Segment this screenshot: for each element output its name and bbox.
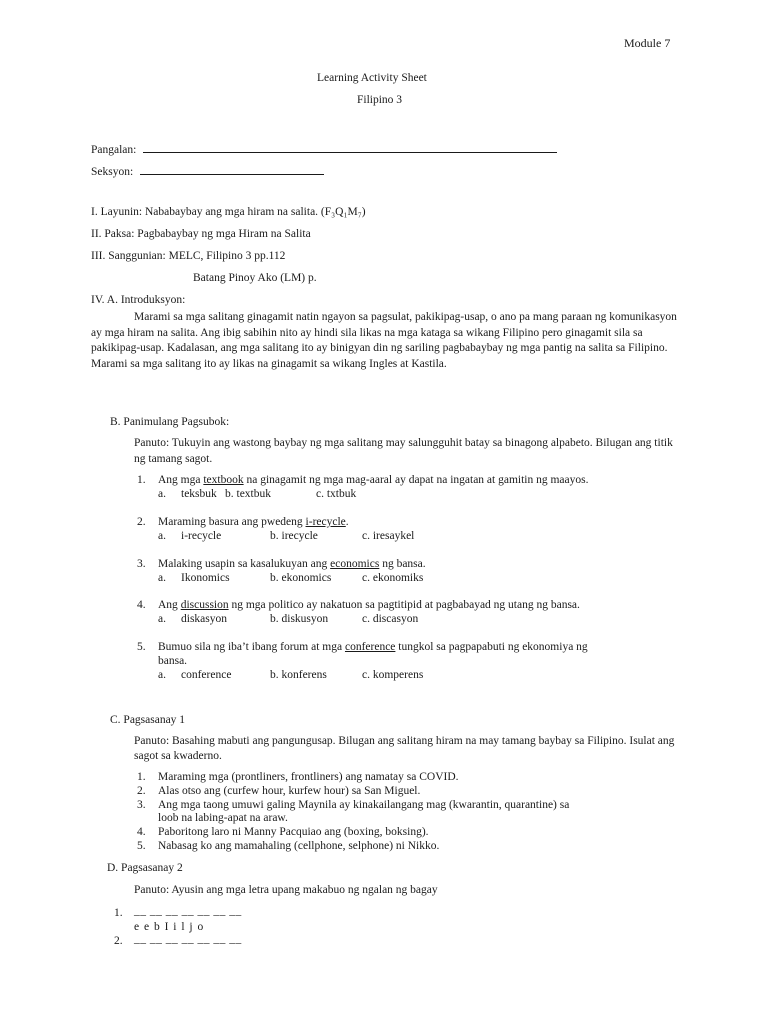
choice-b[interactable]: b. konferens [270,669,327,681]
subject-title: Filipino 3 [357,94,403,106]
question-text: Malaking usapin sa kasalukuyan ang [158,558,331,570]
section-line[interactable] [140,162,324,175]
underlined-word: economics [330,558,380,570]
item-question [158,641,588,653]
choice-a-letter: a. [158,572,166,584]
choice-c[interactable]: c. komperens [362,669,424,681]
name-field [91,140,557,156]
panimula-instructions: Panuto: Tukuyin ang wastong baybay ng mga salitang may salungguhit batay sa binagong alpabeto. Bilugan ang titik ng tamang sagot. [134,437,673,465]
choice-c[interactable]: c. txtbuk [316,488,357,500]
choice-a-letter: a. [158,613,166,625]
choice-a[interactable]: diskasyon [181,613,227,625]
section-label: Seksyon: [91,166,134,178]
item-number: 3. [137,799,146,811]
item-question [158,599,580,611]
name-line[interactable] [143,140,557,153]
choice-a-letter: a. [158,669,166,681]
choice-b[interactable]: b. diskusyon [270,613,329,625]
choice-a-letter: a. [158,488,166,500]
question-text: ng mga politico ay nakatuon sa pagtitipid at pagbabayad ng utang ng bansa. [228,599,580,611]
pagsasanay2-heading: D. Pagsasanay 2 [107,862,183,874]
exercise-sentence: Paboritong laro ni Manny Pacquiao ang (boxing, boksing). [158,826,429,838]
item-number: 5. [137,840,146,852]
answer-blanks[interactable]: __ __ __ __ __ __ __ [134,933,242,945]
panimula-heading: B. Panimulang Pagsubok: [110,416,230,428]
pagsasanay2-instructions: Panuto: Ayusin ang mga letra upang makabuo ng ngalan ng bagay [134,884,438,896]
question-text: Bumuo sila ng iba’t ibang forum at mga [158,641,345,653]
choice-c[interactable]: c. iresaykel [362,530,415,542]
module-label: Module 7 [624,36,671,50]
sheet-title: Learning Activity Sheet [317,72,427,84]
choice-b[interactable]: b. irecycle [270,530,318,542]
choice-c[interactable]: c. ekonomiks [362,572,424,584]
exercise-sentence: Nabasag ko ang mamahaling (cellphone, selphone) ni Nikko. [158,840,440,852]
underlined-word: discussion [180,599,229,611]
question-text: Ang mga [158,474,204,486]
scrambled-letters: e e b I i l j o [134,921,204,933]
item-number: 3. [137,558,146,570]
item-number: 1. [114,907,123,919]
question-text: ng bansa. [379,558,426,570]
item-number: 2. [114,935,123,947]
objective-layunin: I. Layunin: Nababaybay ang mga hiram na salita. (F₃Q₁M₇) [91,206,366,218]
question-text: Ang [158,599,181,611]
answer-blanks[interactable]: __ __ __ __ __ __ __ [134,905,242,917]
objective-sanggunian-2: Batang Pinoy Ako (LM) p. [193,272,317,284]
choice-b[interactable]: b. ekonomics [270,572,332,584]
underlined-word: conference [344,641,396,653]
choice-a[interactable]: conference [181,669,232,681]
question-continuation: bansa. [158,655,188,667]
intro-heading: IV. A. Introduksyon: [91,294,186,306]
item-number: 4. [137,599,146,611]
objective-sanggunian: III. Sanggunian: MELC, Filipino 3 pp.112 [91,250,286,262]
pagsasanay1-instructions: Panuto: Basahing mabuti ang pangungusap. Bilugan ang salitang hiram na may tamang baybay sa Filipino. Isulat ang sagot sa kwaderno. [134,735,675,762]
item-number: 2. [137,785,146,797]
exercise-sentence: Maraming mga (prontliners, frontliners) ang namatay sa COVID. [158,771,459,783]
underlined-word: textbook [203,474,244,486]
item-question [158,558,426,570]
choice-b[interactable]: b. textbuk [225,488,271,500]
item-question [158,474,589,486]
choice-a-letter: a. [158,530,166,542]
question-text: Maraming basura ang pwedeng [158,516,306,528]
choice-a[interactable]: teksbuk [181,488,217,500]
choice-c[interactable]: c. discasyon [362,613,419,625]
name-label: Pangalan: [91,144,137,156]
item-number: 2. [137,516,146,528]
choice-a[interactable]: Ikonomics [181,572,230,584]
exercise-sentence: Alas otso ang (curfew hour, kurfew hour) sa San Miguel. [158,785,421,797]
exercise-sentence-continuation: loob na labing-apat na araw. [158,812,288,824]
item-number: 4. [137,826,146,838]
item-question [158,516,349,528]
item-number: 5. [137,641,146,653]
pagsasanay1-heading: C. Pagsasanay 1 [110,714,186,726]
section-field [91,162,324,178]
objective-paksa: II. Paksa: Pagbabaybay ng mga Hiram na Salita [91,228,311,240]
choice-a[interactable]: i-recycle [181,530,222,542]
question-text: na ginagamit ng mga mag-aaral ay dapat na ingatan at gamitin ng maayos. [243,474,589,486]
question-text: . [345,516,349,528]
item-number: 1. [137,474,146,486]
underlined-word: i-recycle [305,516,346,528]
exercise-sentence: Ang mga taong umuwi galing Maynila ay kinakailangang mag (kwarantin, quarantine) sa [158,799,570,811]
question-text: tungkol sa pagpapabuti ng ekonomiya ng [395,641,588,653]
item-number: 1. [137,771,146,783]
intro-paragraph: Marami sa mga salitang ginagamit natin ngayon sa pagsulat, pakikipag-usap, o ano pa mang paraan ng komunikasyon ay mga hiram na salita. Ang ibig sabihin nito ay hindi sila likas na mga kataga sa wikang Filipino pero ginagamit sila sa pakikipag-usap. Kadalasan, ang mga salitang ito ay binigyan din ng sariling pagbabaybay ng mga pantig na salita sa Filipino. Marami sa mga salitang ito ay likas na ginagamit sa wikang Ingles at Kastila. [91,311,677,370]
